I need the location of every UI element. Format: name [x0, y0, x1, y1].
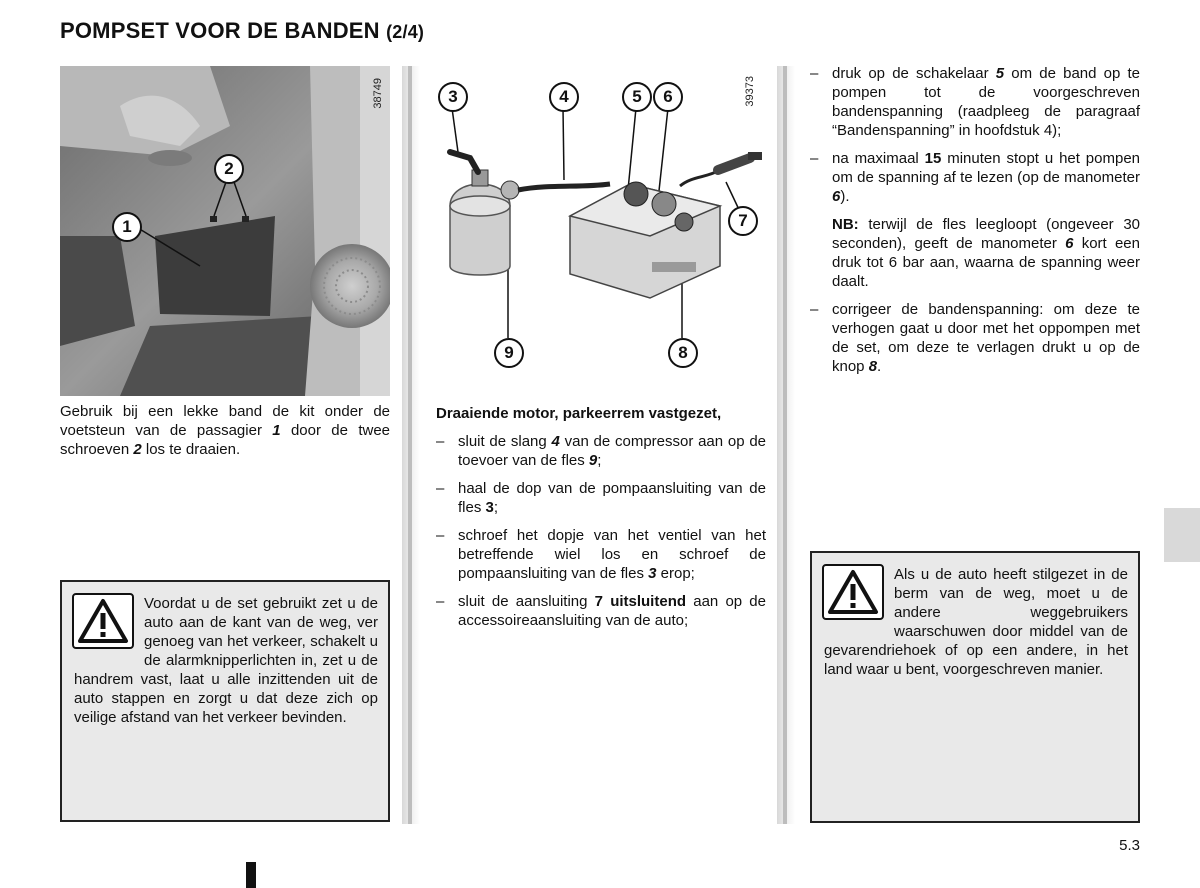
item-ref: 3 — [485, 499, 494, 516]
item-text: ; — [597, 452, 602, 469]
item-text: erop; — [656, 565, 695, 582]
warning-box-right — [810, 551, 1140, 823]
warning-right-body: Als u de auto heeft stilgezet in de berm van de weg, moet u de andere weggebruikers waarschuwen door middel van de gevarendriehoek of op een andere, in het land waar u bent, voorgeschreven manier. — [824, 566, 1128, 678]
item-ref: 9 — [588, 452, 598, 469]
footwell-photo — [60, 66, 390, 396]
item-text: sluit de aansluiting — [458, 593, 595, 610]
callout-7: 7 — [728, 206, 758, 236]
crop-mark — [246, 862, 256, 888]
list-dash: – — [810, 65, 819, 82]
list-dash: – — [436, 480, 445, 497]
item-ref: 8 — [868, 358, 878, 375]
chapter-thumb-tab — [1164, 508, 1200, 562]
callout-3: 3 — [438, 82, 468, 112]
item-ref: 3 — [648, 565, 657, 582]
procedure-heading: Draaiende motor, parkeerrem vastgezet, — [436, 405, 722, 422]
list-item — [810, 300, 1140, 376]
item-text: om de band op te pompen tot de voorgeschreven bandenspanning (raadpleeg de paragraaf “Bandenspanning” in hoofdstuk 4); — [832, 65, 1140, 139]
item-ref: 4 — [551, 433, 560, 450]
title-sub: (2/4) — [386, 22, 425, 42]
warning-text-right — [824, 565, 1128, 679]
list-dash: – — [810, 150, 819, 167]
column-rule-right — [783, 66, 787, 824]
compressor-diagram-illustration — [430, 66, 770, 386]
item-text: na maximaal — [832, 150, 925, 167]
callout-1: 1 — [112, 212, 142, 242]
list-dash: – — [810, 301, 819, 318]
callout-4: 4 — [549, 82, 579, 112]
footwell-photo-illustration — [60, 66, 390, 396]
title-main: POMPSET VOOR DE BANDEN — [60, 18, 380, 43]
item-text: corrigeer de bandenspanning: om deze te verhogen gaat u door met het oppompen met de set, om deze te verlagen drukt u op de knop — [832, 301, 1140, 375]
item-text: sluit de slang — [458, 433, 552, 450]
item-text: terwijl de fles leegloopt (ongeveer 30 seconden), geeft de manometer — [832, 216, 1140, 252]
callout-8: 8 — [668, 338, 698, 368]
note-item — [810, 215, 1140, 291]
caption-text-3: los te draaien. — [141, 441, 241, 458]
item-ref: 15 — [924, 150, 942, 167]
item-ref: 6 — [1065, 235, 1074, 252]
item-text: . — [877, 358, 882, 375]
compressor-diagram — [430, 66, 770, 386]
item-text: druk op de schakelaar — [832, 65, 996, 82]
warning-box-left — [60, 580, 390, 822]
column-rule-left — [408, 66, 412, 824]
page-number: 5.3 — [1119, 837, 1140, 854]
item-text: ; — [493, 499, 499, 516]
item-text: aan op de accessoireaansluiting van de auto; — [458, 593, 766, 629]
item-text: van de compressor aan op de toevoer van de fles — [458, 433, 766, 469]
callout-5: 5 — [622, 82, 652, 112]
callout-6: 6 — [653, 82, 683, 112]
warning-left-body: Voordat u de set gebruikt zet u de auto aan de kant van de weg, ver genoeg van het verkeer, schakelt u de alarmknipperlichten in, zet u de handrem vast, laat u alle inzittenden uit de auto stappen en zorgt u dat deze zich op veilige afstand van het verkeer bevinden. — [74, 595, 378, 726]
item-text: schroef het dopje van het ventiel van het betreffende wiel los en schroef de pompaansluiting van de fles — [458, 527, 766, 582]
list-dash: – — [436, 527, 445, 544]
list-dash: – — [436, 433, 445, 450]
callout-9: 9 — [494, 338, 524, 368]
warning-text-left — [74, 594, 378, 727]
page-title — [60, 18, 424, 44]
item-text: haal de dop van de pompaansluiting van de fles — [458, 480, 766, 516]
item-ref: 5 — [995, 65, 1005, 82]
caption-text-2: door de twee schroeven — [60, 422, 391, 458]
list-item — [436, 526, 766, 583]
item-ref: 6 — [832, 188, 841, 205]
diagram-reference-number: 39373 — [744, 76, 756, 107]
item-ref: 7 uitsluitend — [594, 593, 687, 610]
item-text: minuten stopt u het pompen om de spanning af te lezen (op de manometer — [832, 150, 1141, 186]
photo-reference-number: 38749 — [372, 78, 384, 109]
photo-caption — [60, 402, 390, 459]
callout-2: 2 — [214, 154, 244, 184]
list-item — [810, 149, 1140, 206]
caption-ref-2: 2 — [133, 441, 142, 458]
caption-ref-1: 1 — [272, 422, 281, 439]
list-item — [436, 479, 766, 517]
list-item — [436, 432, 766, 470]
note-label: NB: — [832, 216, 859, 233]
procedure-list — [436, 432, 766, 639]
list-item — [810, 64, 1140, 140]
instructions-list — [810, 64, 1140, 385]
item-text: ). — [840, 188, 850, 205]
caption-text-1: Gebruik bij een lekke band de kit onder de voetsteun van de passagier — [60, 403, 390, 439]
item-text: kort een druk tot 6 bar aan, waarna de spanning weer daalt. — [832, 235, 1140, 290]
list-item — [436, 592, 766, 630]
list-dash: – — [436, 593, 445, 610]
